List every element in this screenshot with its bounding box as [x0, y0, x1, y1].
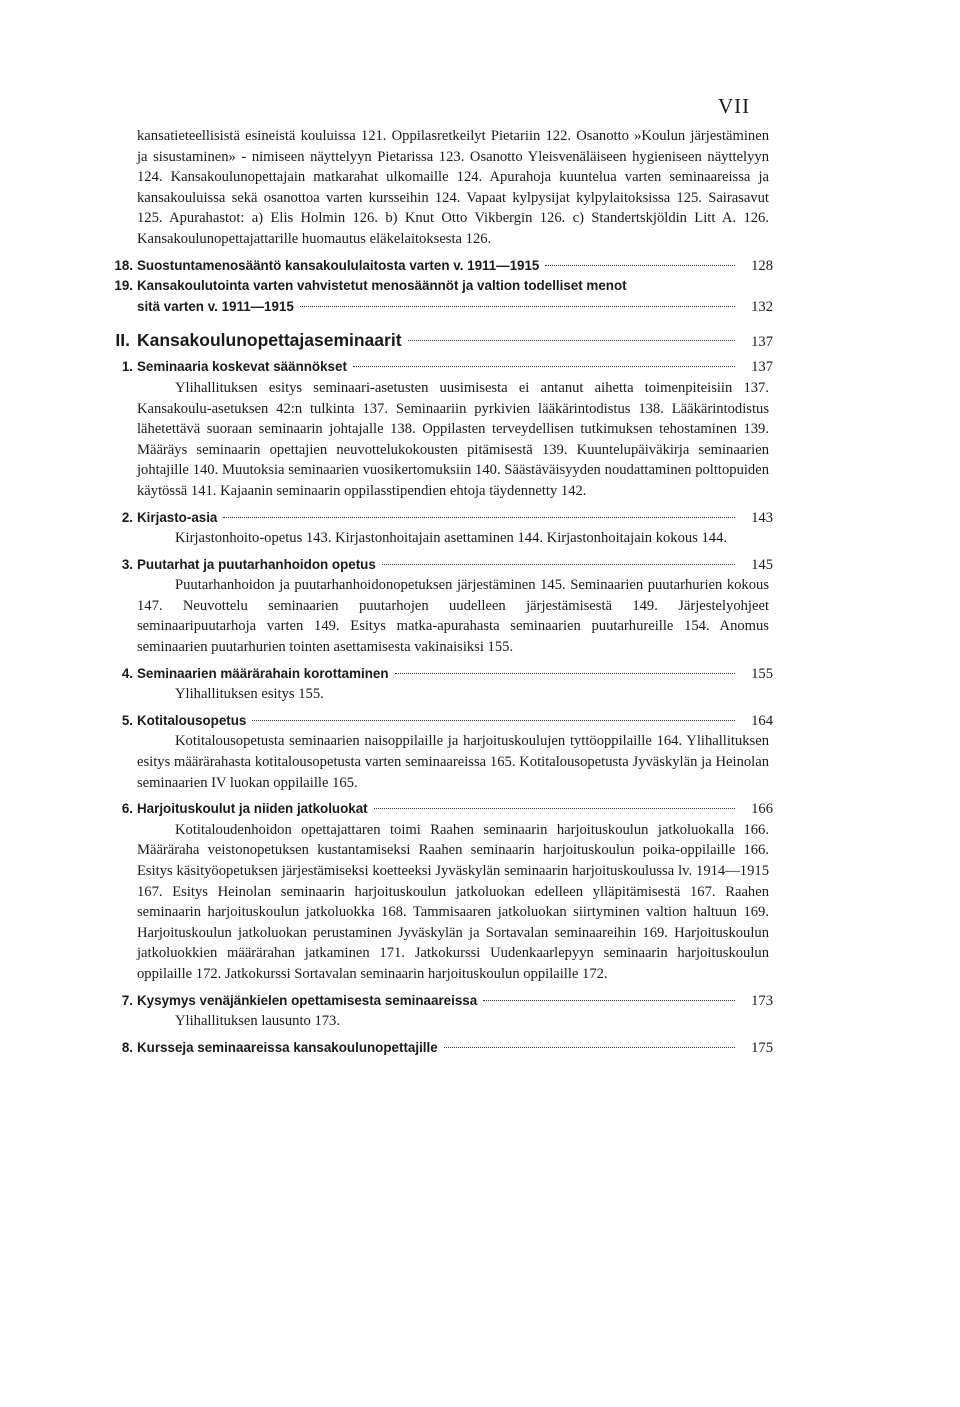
toc-item	[121, 711, 773, 793]
item-title: Kirjasto-asia	[137, 509, 218, 525]
item-description	[137, 731, 769, 793]
dot-leader	[395, 673, 735, 674]
item-description	[137, 684, 769, 705]
toc-item-heading	[121, 555, 773, 576]
item-number: 2.	[121, 509, 133, 525]
item-description	[137, 378, 769, 502]
toc-item-heading	[121, 799, 773, 820]
item-page: 155	[751, 665, 773, 682]
item-title: Harjoituskoulut ja niiden jatkoluokat	[137, 801, 368, 817]
item-number: 1.	[121, 359, 133, 375]
entry-page: 132	[751, 298, 773, 315]
entry-number: 18.	[114, 257, 133, 273]
section-number: II.	[115, 330, 130, 351]
toc-entry-18	[114, 256, 773, 277]
item-page: 137	[751, 359, 773, 376]
item-number: 5.	[121, 712, 133, 728]
item-description-text: Puutarhanhoidon ja puutarhanhoidonopetuksen järjestäminen 145. Seminaarien puutarhurien kokous 147. Neuvottelu seminaarien puutarhojen uudelleen järjestämisestä 149. Järjestelyohjeet seminaaripuutarhoja varten 149. Esitys matka-apurahasta seminaarien puutarhureille 154. Anomus seminaarien puutarhurien tointen asettamisesta vakinaisiksi 155.	[137, 577, 769, 656]
toc-item-heading	[121, 1038, 773, 1059]
dot-leader	[252, 720, 735, 721]
section-page: 137	[751, 334, 773, 351]
page-number: VII	[718, 94, 751, 118]
toc-item-heading	[121, 357, 773, 378]
item-title: Seminaaria koskevat säännökset	[137, 359, 347, 375]
item-page: 175	[751, 1039, 773, 1056]
dot-leader	[223, 517, 735, 518]
item-title: Kotitalousopetus	[137, 712, 247, 728]
dot-leader	[444, 1047, 735, 1048]
dot-leader	[483, 1000, 735, 1001]
table-of-contents	[114, 126, 773, 1058]
dot-leader	[353, 366, 735, 367]
toc-item-heading	[121, 991, 773, 1012]
item-page: 164	[751, 712, 773, 729]
item-number: 7.	[121, 992, 133, 1008]
toc-item	[121, 991, 773, 1032]
item-description	[137, 528, 769, 549]
toc-item-heading	[121, 508, 773, 529]
item-page: 145	[751, 556, 773, 573]
item-description-text: Ylihallituksen lausunto 173.	[175, 1013, 340, 1030]
dot-leader	[374, 808, 735, 809]
section-title: Kansakoulunopettajaseminaarit	[137, 330, 402, 351]
item-description-text: Kotitalousopetusta seminaarien naisoppilaille ja harjoituskoulujen tyttöoppilaille 164. Ylihallituksen esitys määrärahasta kotitalousopetusta varten seminaareissa 165. Kotitalousopetusta Jyväskylän ja Heinolan seminaarien IV luokan oppilaille 165.	[137, 733, 769, 791]
dot-leader	[382, 564, 735, 565]
item-page: 143	[751, 509, 773, 526]
entry-title-line2: sitä varten v. 1911—1915	[137, 298, 294, 314]
toc-item	[121, 357, 773, 501]
toc-item	[121, 664, 773, 705]
intro-paragraph: kansatieteellisistä esineistä kouluissa 121. Oppilasretkeilyt Pietariin 122. Osanotto »Koulun järjestäminen ja sisustaminen» - nimiseen näyttelyyn Pietarissa 123. Osanotto Yleisvenäläiseen hygieniseen näyttelyyn 124. Kansakoulunopettajain matkarahat ulkomaille 124. Apurahoja kuuntelua varten seminaareissa ja kansakouluissa sekä osanottoa varten kursseihin 124. Vapaat kylpysijat kylpylaitoksissa 125. Sairasavut 125. Apurahastot: a) Elis Holmin 126. b) Knut Otto Vikbergin 126. c) Standertskjöldin Litt A. 126. Kansakoulunopettajattarille huomautus eläkelaitoksesta 126.	[137, 128, 769, 247]
item-description	[137, 820, 769, 985]
item-number: 8.	[121, 1039, 133, 1055]
dot-leader	[408, 340, 735, 341]
item-description-text: Ylihallituksen esitys seminaari-asetusten uusimisesta ei antanut aihetta toimenpiteisiin 137. Kansakoulu-asetuksen 42:n tulkinta 137. Seminaariin pyrkivien lääkärintodistus 138. Lääkärintodistus lähetettävä suoraan seminaarin johtajalle 138. Oppilasten terveydellisen tutkimuksen tehostaminen 139. Määräys seminaarin opettajien neuvottelukokousten pitämisestä 139. Kuuntelupäiväkirja seminaarien johtajille 140. Muutoksia seminaarien vuosikertomuksiin 140. Säästäväisyyden noudattaminen polttopuiden käytössä 141. Kajaanin seminaarin oppilasstipendien ehtoja täydennetty 142.	[137, 379, 769, 499]
toc-entry-19	[114, 276, 773, 317]
item-description-text: Kirjastonhoito-opetus 143. Kirjastonhoitajain asettaminen 144. Kirjastonhoitajain kokous 144.	[175, 530, 728, 547]
section-items	[121, 357, 773, 1058]
toc-item	[121, 555, 773, 658]
entry-title: Suostuntamenosääntö kansakoululaitosta varten v. 1911—1915	[137, 257, 540, 273]
item-description	[137, 1011, 769, 1032]
item-number: 6.	[121, 801, 133, 817]
toc-item-heading	[121, 664, 773, 685]
item-number: 3.	[121, 556, 133, 572]
item-title: Kysymys venäjänkielen opettamisesta seminaareissa	[137, 992, 478, 1008]
toc-item-heading	[121, 711, 773, 732]
item-description-text: Ylihallituksen esitys 155.	[175, 686, 324, 703]
entry-number: 19.	[114, 278, 133, 294]
dot-leader	[545, 265, 735, 266]
dot-leader	[300, 306, 735, 307]
entry-title-line1: Kansakoulutointa varten vahvistetut menosäännöt ja valtion todelliset menot	[137, 278, 627, 294]
item-title: Kursseja seminaareissa kansakoulunopettajille	[137, 1039, 438, 1055]
toc-item	[121, 508, 773, 549]
toc-item	[121, 1038, 773, 1059]
entry-page: 128	[751, 257, 773, 274]
item-title: Seminaarien määrärahain korottaminen	[137, 665, 389, 681]
item-page: 173	[751, 992, 773, 1009]
item-page: 166	[751, 801, 773, 818]
item-description	[137, 575, 769, 657]
toc-item	[121, 799, 773, 984]
item-title: Puutarhat ja puutarhanhoidon opetus	[137, 556, 376, 572]
item-number: 4.	[121, 665, 133, 681]
section-heading-2	[115, 327, 773, 355]
item-description-text: Kotitaloudenhoidon opettajattaren toimi Raahen seminaarin harjoituskoulun jatkoluokalla 166. Määräraha veistonopetuksen kustantamiseksi Raahen seminaarin harjoituskoulun poika-oppilaille 166. Esitys käsityöopetuksen järjestämiseksi koetteeksi Jyväskylän seminaarin harjoituskoulussa lv. 1914—1915 167. Esitys Heinolan seminaarin harjoituskoulun jatkoluokan edelleen ylläpitämisestä 167. Raahen seminaarin harjoituskoulun jatkoluokka 168. Tammisaaren jatkoluokan siirtyminen valtion haltuun 169. Harjoituskoulun jatkoluokan perustaminen Jyväskylän ja Sortavalan seminaareihin 169. Harjoituskoulun jatkoluokkien määrärahan jatkaminen 171. Jatkokurssi Uudenkaarlepyyn seminaarin harjoituskoulun oppilaille 172. Jatkokurssi Sortavalan seminaarin harjoituskoulun oppilaille 172.	[137, 821, 769, 982]
